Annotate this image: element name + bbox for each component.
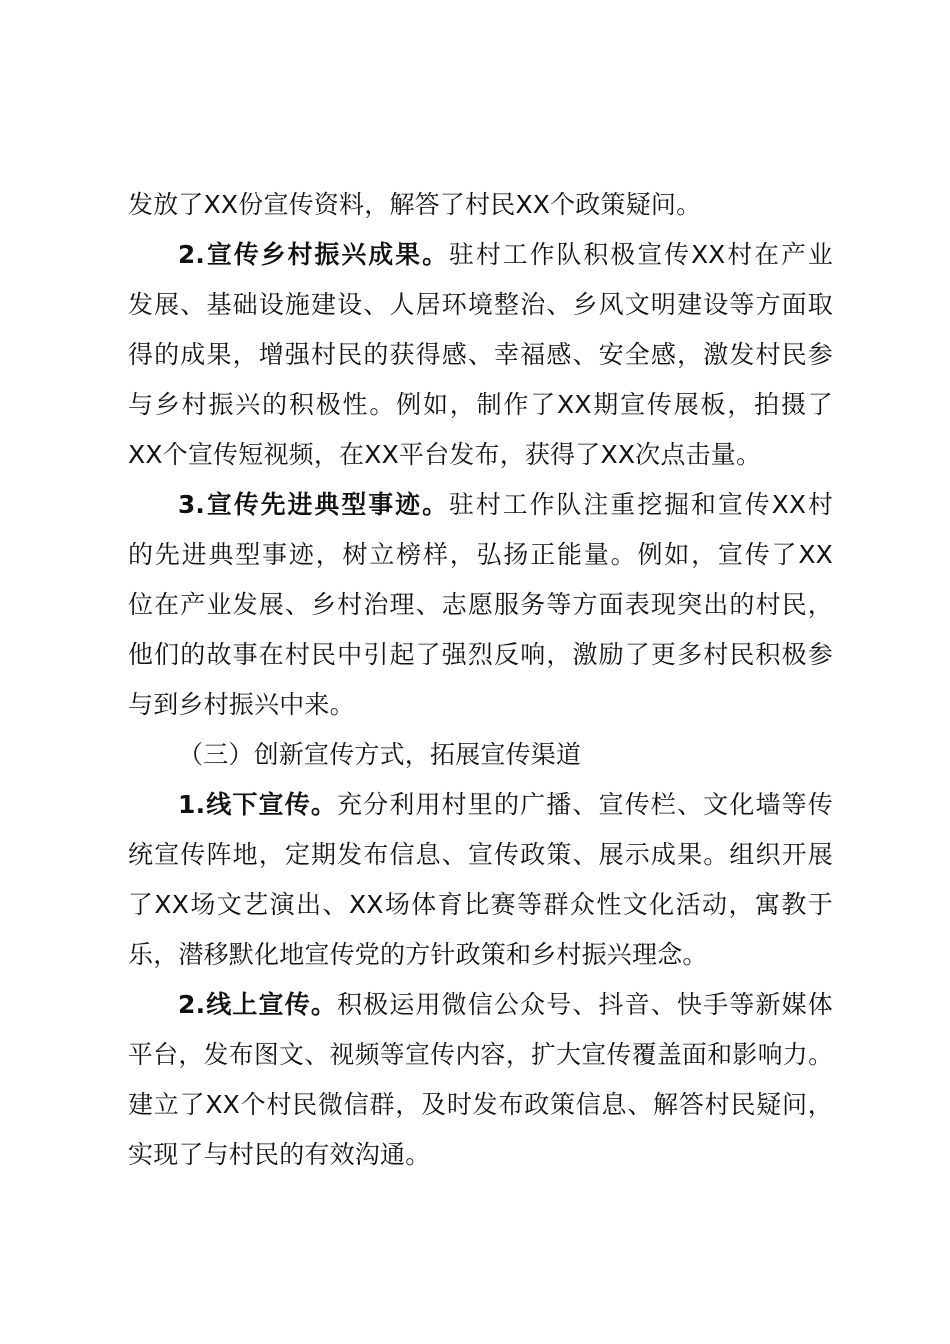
line-text: 的先进典型事迹，树立榜样，弘扬正能量。例如，宣传了XX <box>128 540 833 569</box>
document-body <box>128 180 833 1180</box>
line-text: 发放了XX份宣传资料，解答了村民XX个政策疑问。 <box>128 190 702 219</box>
section-heading-text: （三）创新宣传方式，拓展宣传渠道 <box>178 740 582 769</box>
text-line <box>128 1030 833 1080</box>
item-heading: 3.宣传先进典型事迹。 <box>178 490 450 519</box>
line-text: 他们的故事在村民中引起了强烈反响，激励了更多村民积极参 <box>128 640 833 669</box>
section-heading <box>128 730 833 780</box>
line-text: 与乡村振兴的积极性。例如，制作了XX期宣传展板，拍摄了 <box>128 390 833 419</box>
line-text: 充分利用村里的广播、宣传栏、文化墙等传 <box>337 790 833 819</box>
line-text: 建立了XX个村民微信群，及时发布政策信息、解答村民疑问， <box>128 1090 833 1119</box>
line-text: 积极运用微信公众号、抖音、快手等新媒体 <box>337 990 833 1019</box>
paragraph-line <box>128 480 833 530</box>
text-line <box>128 280 833 330</box>
paragraph-line <box>128 980 833 1030</box>
text-line <box>128 580 833 630</box>
text-line <box>128 330 833 380</box>
line-text: XX个宣传短视频，在XX平台发布，获得了XX次点击量。 <box>128 440 762 469</box>
line-text: 驻村工作队注重挖掘和宣传XX村 <box>449 490 833 519</box>
text-line <box>128 880 833 930</box>
line-text: 与到乡村振兴中来。 <box>128 690 355 719</box>
text-line <box>128 1080 833 1130</box>
paragraph-line <box>128 230 833 280</box>
item-heading: 1.线下宣传。 <box>178 790 338 819</box>
text-line <box>128 830 833 880</box>
line-text: 统宣传阵地，定期发布信息、宣传政策、展示成果。组织开展 <box>128 840 833 869</box>
text-line <box>128 1130 833 1180</box>
line-text: 乐，潜移默化地宣传党的方针政策和乡村振兴理念。 <box>128 940 708 969</box>
paragraph-line <box>128 780 833 830</box>
text-line <box>128 430 833 480</box>
line-text: 实现了与村民的有效沟通。 <box>128 1140 431 1169</box>
item-heading: 2.宣传乡村振兴成果。 <box>178 240 450 269</box>
text-line <box>128 630 833 680</box>
text-line <box>128 530 833 580</box>
text-line <box>128 180 833 230</box>
text-line <box>128 930 833 980</box>
text-line <box>128 380 833 430</box>
line-text: 得的成果，增强村民的获得感、幸福感、安全感，激发村民参 <box>128 340 833 369</box>
line-text: 位在产业发展、乡村治理、志愿服务等方面表现突出的村民， <box>128 590 833 619</box>
line-text: 平台，发布图文、视频等宣传内容，扩大宣传覆盖面和影响力。 <box>128 1040 833 1069</box>
item-heading: 2.线上宣传。 <box>178 990 338 1019</box>
line-text: 了XX场文艺演出、XX场体育比赛等群众性文化活动，寓教于 <box>128 890 833 919</box>
text-line <box>128 680 833 730</box>
line-text: 驻村工作队积极宣传XX村在产业 <box>449 240 833 269</box>
line-text: 发展、基础设施建设、人居环境整治、乡风文明建设等方面取 <box>128 290 833 319</box>
